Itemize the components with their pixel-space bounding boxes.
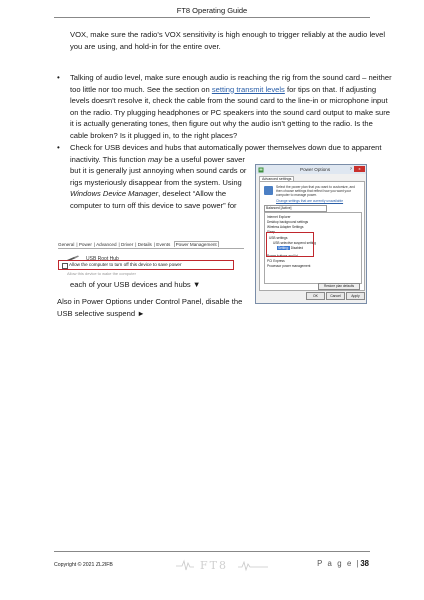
change-settings-link[interactable]: Change settings that are currently unavailable [276,199,344,203]
text-span: be a useful power saver [162,154,245,164]
page-header: FT8 Operating Guide [176,6,248,15]
tab-events[interactable]: Events [156,242,171,247]
restore-defaults-button[interactable]: Restore plan defaults [318,283,360,290]
tree-item[interactable]: Processor power management [267,264,311,268]
text-line: it is actually generating tones, then figure out why the audio isn't getting to the radio. Is the [70,119,373,129]
text-line: but it is generally just annoying when sound cards or [70,166,247,176]
power-options-icon [258,167,264,173]
dialog-body [259,181,365,291]
tab-driver[interactable]: Driver [121,242,134,247]
link-setting-transmit-levels[interactable]: setting transmit levels [211,84,285,94]
device-name: USB Root Hub [86,256,119,262]
tab-power[interactable]: Power [78,242,92,247]
text-line: Check for USB devices and hubs that automatically power themselves down due to apparent [70,143,382,152]
text-line: cable broken? Is it plugged in, to the right places? [70,130,238,140]
page-number: 38 [360,559,369,568]
svg-text:FT8: FT8 [200,559,228,572]
setting-value-select[interactable]: Disabled [290,246,304,250]
ok-button[interactable]: OK [306,292,325,300]
wake-label: Allow this device to wake the computer [67,271,136,276]
tab-power-management[interactable]: Power Management [175,242,217,247]
text-line: rigs mysteriously disappear from the system. Using [70,177,242,187]
tree-item[interactable]: Power buttons and lid [267,254,298,258]
text-emphasis: may [147,154,163,164]
cancel-button[interactable]: Cancel [326,292,345,300]
text-line [70,84,377,96]
tab-advanced-settings[interactable]: Advanced settings [259,176,294,183]
text-span: for tips on that. If adjusting [284,84,377,94]
text-line: USB selective suspend ► [57,308,145,318]
power-plan-icon [264,186,273,195]
text-emphasis: Windows Device Manager [70,189,159,199]
text-line: computer to turn off this device to save power” for [70,200,237,210]
bullet-icon: • [57,143,60,152]
close-button[interactable]: x [354,166,365,172]
tree-item-usb-settings[interactable]: USB settings [269,236,288,240]
tree-item[interactable]: Wireless Adapter Settings [267,225,304,229]
tree-item[interactable]: Internet Explorer [267,215,291,219]
text-span: too little nor too much. See the section on [70,84,212,94]
tree-item[interactable]: Sleep [267,230,276,234]
setting-label: Setting: [278,246,289,250]
highlight-box [266,232,317,257]
tree-item-usb-selective-suspend[interactable]: USB selective suspend setting [273,241,317,245]
tab-general[interactable]: General [58,242,75,247]
footer-rule [54,551,370,552]
power-options-dialog [255,164,367,304]
text-line: on the radio. Try plugging headphones or PC speakers into the sound card output to make sure [70,107,390,117]
text-span: inactivity. This function [70,154,148,164]
bullet-icon: • [57,73,60,82]
apply-button[interactable]: Apply [346,292,365,300]
tree-item[interactable]: Desktop background settings [267,220,309,224]
help-button[interactable]: ? [349,166,352,171]
paragraph-power-options [57,296,257,319]
ft8-watermark-logo-icon [176,556,268,574]
page-label: P a g e [317,559,353,568]
checkbox-label: Allow the computer to turn off this device to save power [69,262,182,267]
header-rule [54,17,370,18]
highlight-box [58,260,234,270]
text-line: you are using, and hold-in for the entire over. [70,41,221,51]
dialog-title: Power Options [300,166,331,172]
text-line: levels doesn't resolve it, check the cable from the sound card to the line-in or microphone input [70,96,388,106]
page-number-block: P a g e |38 [317,559,369,568]
power-plan-select[interactable]: Balanced [Active] [264,205,327,212]
text-line: each of your USB devices and hubs ▼ [70,280,201,289]
text-line: VOX, make sure the radio's VOX sensitivity is high enough to trigger reliably at the audio level [70,30,386,39]
copyright: Copyright © 2021 ZL2IFB [54,562,113,568]
paragraph-audio-level [70,72,392,142]
power-checkbox-area [58,250,244,274]
tree-item[interactable]: PCI Express [267,259,285,263]
tab-details[interactable]: Details [137,242,152,247]
text-line: Also in Power Options under Control Panel, disable the [57,297,243,306]
dialog-description: Select the power plan that you want to customize, and then choose settings that reflect how you want your computer to manage power. [276,185,355,197]
tab-advanced[interactable]: Advanced [96,242,117,247]
allow-turn-off-checkbox[interactable] [62,263,68,269]
device-manager-tabs: General | Power | Advanced | Driver | Details | Events Power Management [58,242,244,249]
text-line: Talking of audio level, make sure enough audio is reaching the rig from the sound card – neither [70,73,392,82]
dialog-titlebar [256,165,366,174]
paragraph-vox [70,29,386,52]
text-span: , deselect “Allow the [158,189,227,199]
